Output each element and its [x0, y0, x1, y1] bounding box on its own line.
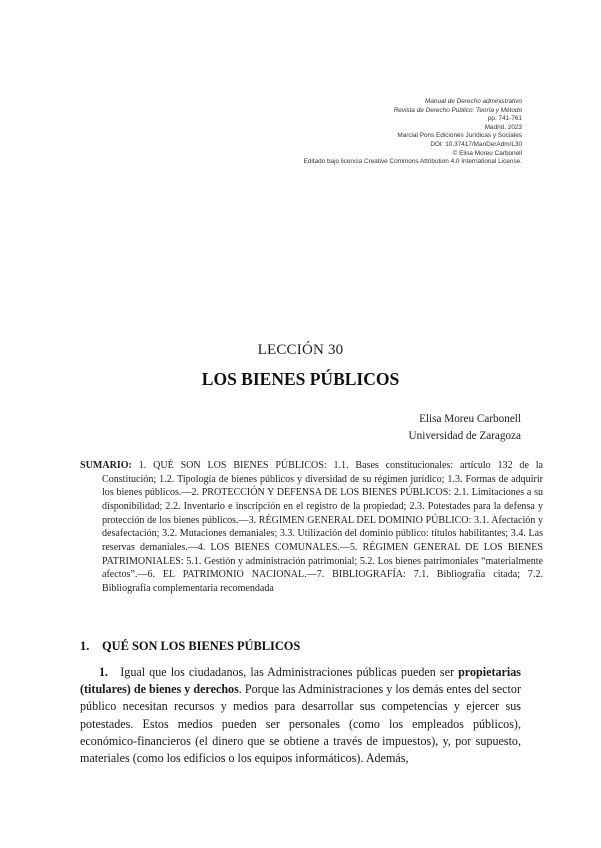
section-number: 1.	[80, 639, 90, 653]
lesson-number: LECCIÓN 30	[257, 342, 344, 358]
summary-label: SUMARIO:	[80, 460, 132, 471]
book-title: Manual de Derecho administrativo	[425, 98, 522, 105]
author-block	[409, 411, 521, 445]
paragraph-emphasis: propietarias (titulares) de bienes y derechos	[80, 665, 521, 697]
author-name: Elisa Moreu Carbonell	[419, 413, 521, 425]
publication-metadata	[222, 98, 522, 167]
doi: DOI: 10.37417/ManDerAdm/L30	[430, 140, 522, 148]
page-range: pp. 741-761	[487, 115, 522, 123]
publisher: Marcial Pons Ediciones Jurídicas y Sociales	[397, 132, 522, 140]
body-paragraph	[80, 664, 521, 767]
copyright: © Elisa Moreu Carbonell	[452, 149, 522, 157]
paragraph-text-before: Igual que los ciudadanos, las Administraciones públicas pueden ser	[120, 665, 459, 679]
chapter-title: LOS BIENES PÚBLICOS	[201, 369, 400, 389]
summary	[80, 459, 543, 596]
section-title: QUÉ SON LOS BIENES PÚBLICOS	[102, 639, 301, 653]
summary-text: 1. QUÉ SON LOS BIENES PÚBLICOS: 1.1. Bases constitucionales: artículo 132 de la Constitución; 1.2. Tipología de bienes públicos y diversidad de su régimen jurídico; 1.3. Formas de adquirir los bienes públicos.—2. PROTECCIÓN Y DEFENSA DE LOS BIENES PÚBLICOS: 2.1. Limitaciones a su disponibilidad; 2.2. Inventario e inscripción en el registro de la propiedad; 2.3. Potestades para la defensa y protección de los bienes públicos.—3. RÉGIMEN GENERAL DEL DOMINIO PÚBLICO: 3.1. Afectación y desafectación; 3.2. Mutaciones demaniales; 3.3. Utilización del dominio público: títulos habilitantes; 3.4. Las reservas demaniales.—4. LOS BIENES COMUNALES.—5. RÉGIMEN GENERAL DE LOS BIENES PATRIMONIALES: 5.1. Gestión y administración patrimonial; 5.2. Los bienes patrimoniales “materialmente afectos”.—6. EL PATRIMONIO NACIONAL.—7. BIBLIOGRAFÍA: 7.1. Bibliografía citada; 7.2. Bibliografía complementaria recomendada	[102, 460, 543, 594]
journal-title: Revista de Derecho Público: Teoría y Método	[393, 106, 522, 114]
place-year: Madrid, 2023	[484, 123, 522, 131]
author-affiliation: Universidad de Zaragoza	[408, 430, 521, 442]
section-heading	[80, 639, 300, 654]
paragraph-number: 1.	[99, 665, 109, 679]
paragraph-text-after: . Porque las Administraciones y los demás entes del sector público necesitan recursos y medios para desarrollar sus competencias y ejercer sus potestades. Estos medios pueden ser personales (como los empleados públicos), económico-financieros (el dinero que se obtiene a través de impuestos), y, por supuesto, materiales (como los edificios o los equipos informáticos). Además,	[80, 682, 521, 766]
license: Editado bajo licencia Creative Commons Attribution 4.0 International License.	[303, 158, 522, 166]
